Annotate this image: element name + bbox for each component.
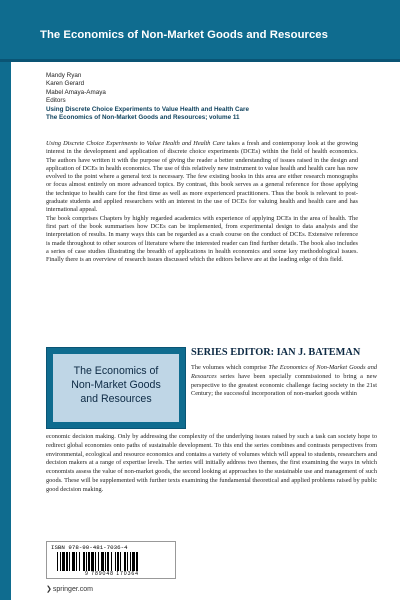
barcode-bar [88, 552, 90, 571]
barcode-bar [79, 552, 80, 571]
series-description-paragraph [191, 364, 377, 399]
series-name-italic: The Economics of Non-Market Goods and Resources [191, 364, 377, 380]
barcode-bar [57, 552, 58, 571]
series-description-bottom [46, 433, 377, 495]
barcode-bar [91, 552, 94, 571]
barcode-bar [115, 552, 116, 571]
author-3: Mabel Amaya-Amaya [46, 88, 106, 96]
series-volume: The Economics of Non-Market Goods and Resources; volume 11 [46, 114, 240, 122]
barcode-bar [117, 552, 119, 571]
author-2: Karen Gerard [46, 80, 85, 88]
springer-logo-icon: ❯ [46, 586, 52, 593]
barcode-bar [86, 552, 87, 571]
book-description [46, 140, 358, 264]
barcode-bar [76, 552, 77, 571]
barcode-bar [111, 552, 112, 571]
barcode-bar [101, 552, 104, 571]
author-1: Mandy Ryan [46, 72, 82, 79]
series-text-a: The volumes which comprise [191, 364, 269, 371]
series-banner-title: The Economics of Non-Market Goods and Resources [40, 29, 328, 41]
series-logo-box [46, 347, 186, 429]
series-text-b: series have been specially commissioned to bring a new perspective to the greatest economic challenge facing society in the 21st Century; the successful incorporation of non-market goods within [191, 372, 377, 398]
series-banner [0, 0, 400, 62]
barcode-bar [130, 552, 131, 571]
barcode-bar [98, 552, 99, 571]
barcode-bar [72, 552, 75, 571]
series-logo-text [53, 364, 179, 406]
barcode-bar [107, 552, 109, 571]
series-description-continued: economic decision making. Only by addressing the complexity of the underlying issues raised by such a task can society hope to redirect global economies onto paths of sustainable development. To this end the series combines and contrasts perspectives from environmental, ecological and resource economics and contains a variety of volumes which will appeal to students, researchers and decision makers at a range of expertise levels. The series will initially address two themes, the first examining the ways in which economists assess the value of non-market goods, the second looking at approaches to the sustainable use and management of such goods. These will be supplemented with further texts examining the fundamental theoretical and applied problems raised by public good decision making. [46, 433, 377, 493]
description-paragraph-2: The book comprises Chapters by highly regarded academics with experience of applying DCEs in the area of health. The first part of the book summarises how DCEs can be implemented, from experimental design to data analysis and the interpretation of results. In many ways this can be regarded as a crash course on the conduct of DCEs. Extensive reference is made throughout to other sources of literature where the interested reader can find further details. The book also includes a series of case studies illustrating the breadth of applications in health economics and some key methodological issues. Finally there is an overview of research issues discussed which the editors believe are at the leading edge of this field. [46, 214, 358, 264]
barcode-bar [132, 552, 135, 571]
barcode-bar [83, 552, 85, 571]
series-logo-line-3: and Resources [80, 393, 152, 405]
series-logo-inner [53, 354, 179, 422]
isbn-digits: 9 789048 170364 [85, 571, 139, 577]
description-title: Using Discrete Choice Experiments to Value Health and Health Care [46, 140, 225, 147]
description-paragraph-1 [46, 140, 358, 215]
series-description-top [191, 364, 377, 399]
description-text-1: takes a fresh and contemporay look at the growing interest in the development and application of discrete choice experiments (DCEs) within the field of health economics. The authors have written it with the purpose of giving the reader a better understanding of issues raised in the design and application of DCEs in health economics. The use of this relatively new instrument to value health and health care has now evolved to the point where a general text is necessary. The few existing books in this area are either research monographs or focus almost entirely on more advanced topics. By contrast, this book serves as a general reference for those applying the technique to health care for the first time as well as more experienced practitioners. Thus the book is relevant to post-graduate students and applied researchers with an interest in the use of DCEs for valuing health and health care and has international appeal. [46, 140, 358, 214]
barcode-bar [124, 552, 126, 571]
publisher-footer [46, 585, 93, 593]
barcode-bar [62, 552, 65, 571]
series-logo-line-2: Non-Market Goods [71, 379, 161, 391]
barcode-icon [57, 552, 167, 571]
book-title: Using Discrete Choice Experiments to Value Health and Health Care [46, 105, 249, 113]
series-logo-line-1: The Economics of [73, 365, 159, 377]
barcode-bar [95, 552, 96, 571]
series-editor-heading: SERIES EDITOR: IAN J. BATEMAN [191, 347, 361, 358]
side-strip [0, 62, 11, 600]
credits-block [46, 72, 376, 122]
barcode-bar [120, 552, 121, 571]
barcode-bar [60, 552, 61, 571]
editors-label: Editors [46, 97, 66, 105]
barcode-bar [66, 552, 68, 571]
publisher-url[interactable]: springer.com [52, 586, 93, 593]
isbn-label: ISBN 978-90-481-7036-4 [51, 544, 128, 551]
barcode-bar [127, 552, 128, 571]
barcode-bar [136, 552, 138, 571]
isbn-barcode [46, 541, 176, 579]
barcode-bar [69, 552, 70, 571]
barcode-bar [105, 552, 106, 571]
